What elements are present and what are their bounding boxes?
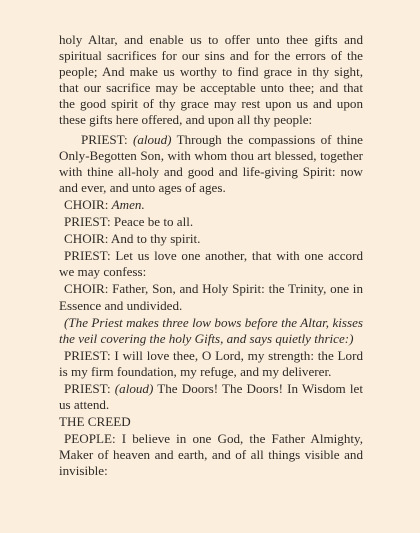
paragraph-priest-love-lord: PRIEST: I will love thee, O Lord, my strength: the Lord is my firm foundation, my refuge, and my deliverer.	[59, 347, 363, 379]
paragraph-choir-trinity: CHOIR: Father, Son, and Holy Spirit: the Trinity, one in Essence and undivided.	[59, 281, 363, 313]
paragraph-priest-doors	[59, 381, 363, 413]
paragraph-offering-prayer: holy Altar, and enable us to offer unto thee gifts and spiritual sacrifices for our sins and for the errors of the people; And make us worthy to find grace in thy sight, that our sacrifice may be acceptable unto thee; and that the good spirit of thy grace may rest upon us and upon these gifts here offered, and upon all thy people:	[59, 32, 363, 128]
paragraph-text: Through the compassions of thine Only-Begotten Son, with whom thou art blessed, together with thine all-holy and good and life-giving Spirit: now and ever, and unto ages of ages.	[59, 131, 363, 195]
paragraph-choir-amen	[59, 197, 363, 213]
response-amen: Amen.	[111, 196, 145, 212]
paragraph-priest-peace: PRIEST: Peace be to all.	[64, 214, 194, 230]
speaker-label: CHOIR:	[64, 196, 112, 212]
paragraph-choir-spirit: CHOIR: And to thy spirit.	[64, 231, 201, 247]
paragraph-people-creed: PEOPLE: I believe in one God, the Father Almighty, Maker of heaven and earth, and of all things visible and invisible:	[59, 431, 363, 479]
rubric-aloud: (aloud)	[114, 380, 154, 396]
rubric-text: (The Priest makes three low bows before the Altar, kisses the veil covering the holy Gifts, and says quietly thrice:)	[59, 314, 363, 346]
speaker-label: PRIEST:	[81, 131, 133, 147]
paragraph-priest-love: PRIEST: Let us love one another, that with one accord we may confess:	[59, 248, 363, 280]
paragraph-text: The Doors! The Doors! In Wisdom let us attend.	[59, 380, 363, 413]
speaker-label: PRIEST:	[64, 380, 115, 396]
paragraph-priest-doxology	[59, 132, 363, 196]
rubric-bows	[59, 315, 363, 347]
liturgy-text-page	[59, 32, 363, 480]
section-heading-creed: THE CREED	[59, 414, 131, 430]
rubric-aloud: (aloud)	[132, 131, 172, 147]
